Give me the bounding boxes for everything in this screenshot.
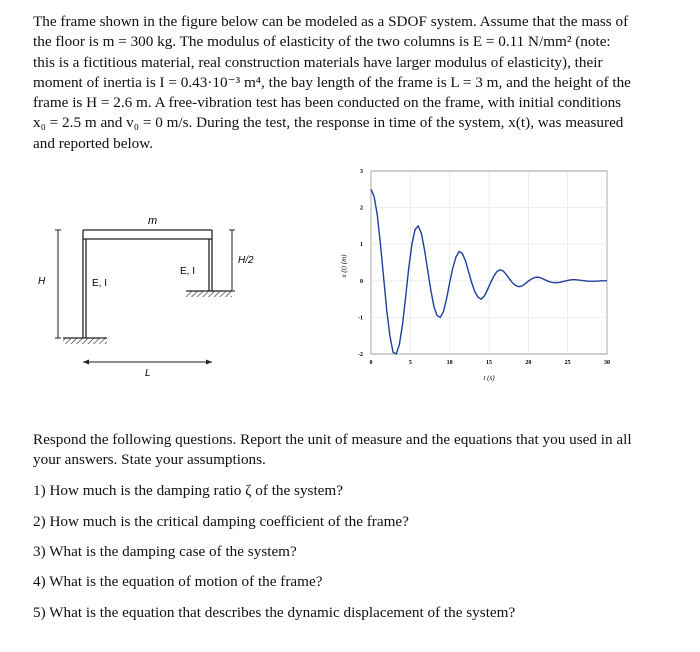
y-tick-label: -2 [358,352,363,358]
frame-diagram [38,215,254,379]
y-tick-label: 0 [360,278,363,285]
intro-line: and reported below. [33,134,154,152]
left-fixed-support [63,338,107,344]
intro-line: frame is H = 2.6 m. A free-vibration test has been conducted on the frame, with initial conditions [33,94,622,112]
question-4: 4) What is the equation of motion of the frame? [33,573,323,590]
figure [0,160,700,400]
x-tick-label: 10 [446,360,453,366]
y-tick-label: -1 [358,315,363,322]
right-fixed-support [186,291,232,297]
x-tick-label: 25 [564,360,571,366]
response-chart [340,169,610,382]
x-tick-label: 30 [604,360,610,366]
half-height-label: H/2 [238,255,254,266]
x-tick-label: 5 [408,360,412,366]
y-tick-label: 3 [360,169,363,175]
intro-line: The frame shown in the figure below can be modeled as a SDOF system. Assume that the mass of [33,13,629,30]
y-tick-labels [358,169,363,358]
mass-label: m [148,215,158,227]
x-tick-label: 20 [525,360,532,366]
intro-line: x₀ = 2.5 m and v₀ = 0 m/s. During the test, the response in time of the system, x(t), was measured [33,114,624,132]
y-tick-label: 2 [360,205,363,212]
question-2: 2) How much is the critical damping coefficient of the frame? [33,513,409,530]
prompt-line: your answers. State your assumptions. [33,451,266,468]
question-1: 1) How much is the damping ratio ζ of the system? [33,482,343,499]
y-tick-label: 1 [360,242,363,249]
y-axis-label: x (t) (m) [340,254,348,278]
intro-line: moment of inertia is I = 0.43·10⁻³ m⁴, the bay length of the frame is L = 3 m, and the height of the [33,73,631,91]
prompt-line: Respond the following questions. Report the unit of measure and the equations that you used in all [33,431,632,448]
x-axis-label: t (s) [483,374,495,382]
problem-statement [33,12,665,154]
intro-line: the floor is m = 300 kg. The modulus of elasticity of the two columns is E = 0.11 N/mm² (note: [33,33,611,51]
question-3: 3) What is the damping case of the system? [33,543,297,560]
intro-line: this is a fictitious material, real construction materials have larger modulus of elasticity), their [33,53,603,71]
left-column-label: E, I [92,278,108,289]
bay-label: L [145,368,151,379]
question-5: 5) What is the equation that describes the dynamic displacement of the system? [33,604,516,621]
x-tick-labels [370,360,611,366]
x-tick-label: 0 [369,360,373,366]
right-column-label: E, I [180,266,196,277]
x-tick-label: 15 [486,360,492,366]
height-label: H [38,276,46,287]
